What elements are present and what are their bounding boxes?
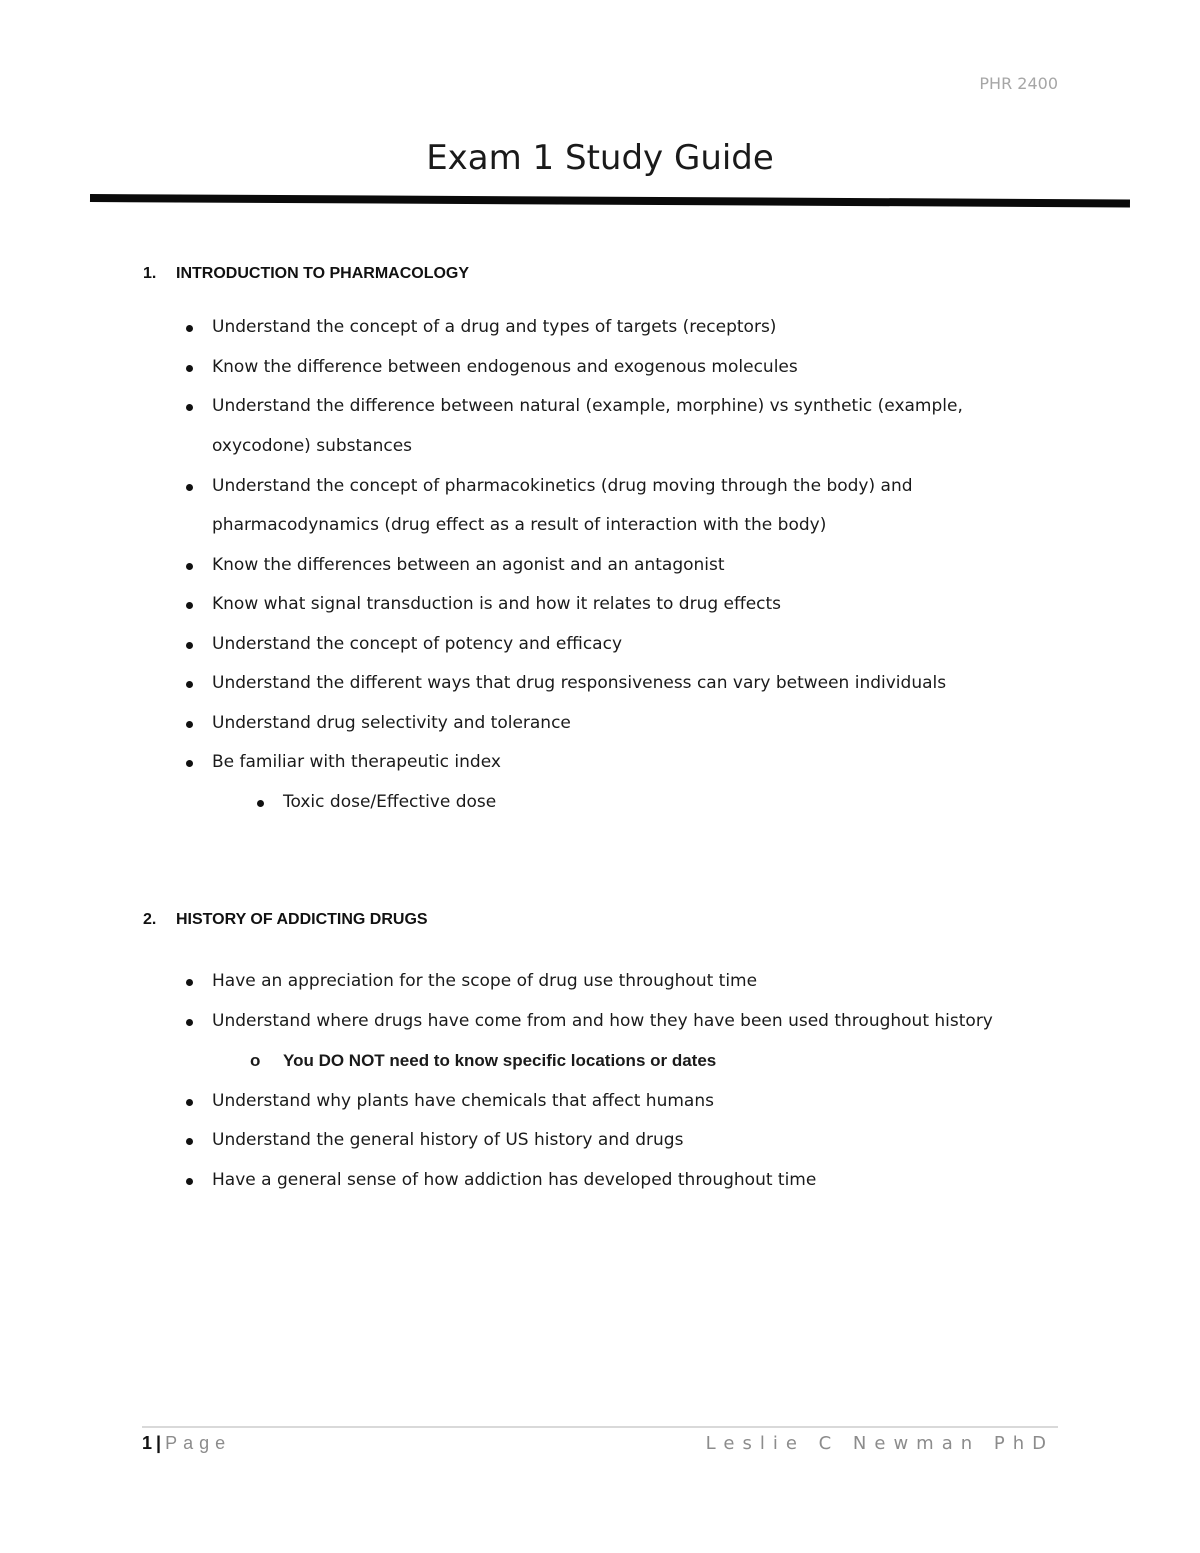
bullet-icon: [186, 642, 193, 649]
list-item: Understand the concept of pharmacokinetics (drug moving through the body) and: [212, 467, 1050, 507]
section-1-number: 1.: [143, 265, 157, 282]
bullet-icon: [186, 760, 193, 767]
bullet-icon: [186, 1178, 193, 1185]
page-title: Exam 1 Study Guide: [426, 138, 774, 178]
circle-bullet-icon: o: [250, 1051, 261, 1070]
list-item: Understand the concept of a drug and types of targets (receptors): [212, 308, 1050, 348]
section-2-number: 2.: [143, 911, 157, 928]
bullet-icon: [257, 800, 264, 807]
list-item: Understand the different ways that drug responsiveness can vary between individuals: [212, 664, 1050, 704]
list-item: Be familiar with therapeutic index: [212, 743, 1050, 783]
section-2-title: HISTORY OF ADDICTING DRUGS: [176, 911, 428, 928]
bullet-icon: [186, 365, 193, 372]
bullet-icon: [186, 1138, 193, 1145]
bullet-icon: [186, 484, 193, 491]
list-item: Have an appreciation for the scope of drug use throughout time: [212, 962, 1050, 1002]
list-item: Understand the concept of potency and efficacy: [212, 625, 1050, 665]
section-2-heading: [143, 911, 428, 929]
bullet-icon: [186, 602, 193, 609]
note-item: o You DO NOT need to know specific locations or dates: [283, 1041, 1050, 1081]
bullet-icon: [186, 721, 193, 728]
list-item: Know the difference between endogenous and exogenous molecules: [212, 348, 1050, 388]
author-name: Leslie C Newman PhD: [705, 1433, 1054, 1454]
bullet-icon: [186, 681, 193, 688]
sub-list-item: Toxic dose/Effective dose: [283, 783, 1050, 823]
list-item: Have a general sense of how addiction has developed throughout time: [212, 1161, 1050, 1201]
page-number-footer: [142, 1433, 231, 1454]
list-item: Understand where drugs have come from and how they have been used throughout history: [212, 1002, 1050, 1042]
bullet-icon: [186, 979, 193, 986]
list-item: Know what signal transduction is and how it relates to drug effects: [212, 585, 1050, 625]
footer-separator: |: [156, 1433, 162, 1453]
bullet-icon: [186, 404, 193, 411]
list-item-continuation: oxycodone) substances: [212, 436, 413, 456]
list-item: Understand the general history of US history and drugs: [212, 1121, 1050, 1161]
section-1-title: INTRODUCTION TO PHARMACOLOGY: [176, 265, 470, 282]
list-item: Understand drug selectivity and tolerance: [212, 704, 1050, 744]
page-label: Page: [165, 1433, 232, 1453]
page-number: 1: [142, 1433, 153, 1453]
course-code: PHR 2400: [979, 74, 1058, 93]
bullet-icon: [186, 325, 193, 332]
list-item: Know the differences between an agonist and an antagonist: [212, 546, 1050, 586]
bullet-icon: [186, 1019, 193, 1026]
list-item: Understand the difference between natural (example, morphine) vs synthetic (example,: [212, 387, 1050, 427]
section-1-heading: [143, 265, 469, 283]
title-underline: [90, 194, 1130, 207]
list-item: Understand why plants have chemicals that affect humans: [212, 1082, 1050, 1122]
bullet-icon: [186, 1099, 193, 1106]
bullet-icon: [186, 563, 193, 570]
list-item-continuation: pharmacodynamics (drug effect as a result of interaction with the body): [212, 515, 827, 535]
footer-divider: [142, 1426, 1058, 1428]
